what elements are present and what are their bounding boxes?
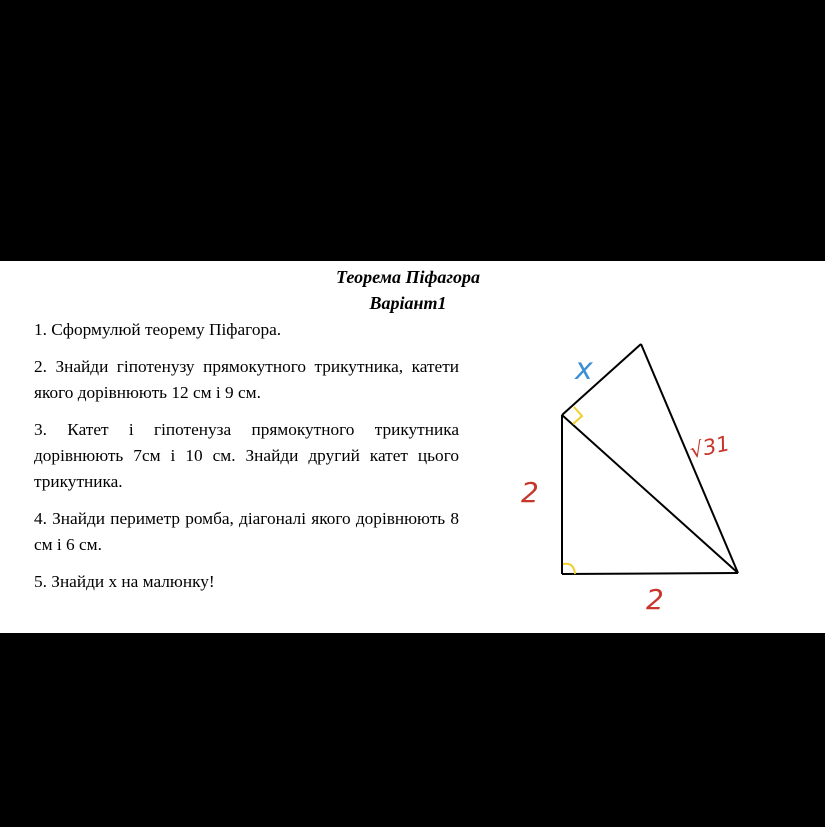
task-item-5: 5. Знайди х на малюнку! [34,572,215,591]
hypotenuse-line [641,344,738,573]
task-item-1: 1. Сформулюй теорему Піфагора. [34,320,282,339]
task-item-3: 3. Катет і гіпотенуза прямокутного трикутника дорівнюють 7см і 10 см. Знайди другий катет цього трикутника. [34,420,459,491]
worksheet-page [0,261,825,633]
task-item-2: 2. Знайди гіпотенузу прямокутного трикутника, катети якого дорівнюють 12 см і 9 см. [34,357,459,402]
label-bottom-2: 2 [646,583,664,616]
worksheet-title: Теорема Піфагора [336,267,480,287]
task-list [34,317,459,606]
worksheet-variant: Варіант1 [369,293,447,313]
right-angle-mark-top [573,407,582,424]
bottom-leg-line [562,573,738,574]
label-left-2: 2 [521,476,539,509]
top-leg-line [562,344,641,415]
task-item-4: 4. Знайди периметр ромба, діагоналі якого дорівнюють 8 см і 6 см. [34,509,459,554]
right-angle-mark-bottom [563,564,575,574]
label-sqrt31: √31 [687,431,732,464]
label-x: x [575,352,593,387]
triangle-figure [510,331,770,621]
